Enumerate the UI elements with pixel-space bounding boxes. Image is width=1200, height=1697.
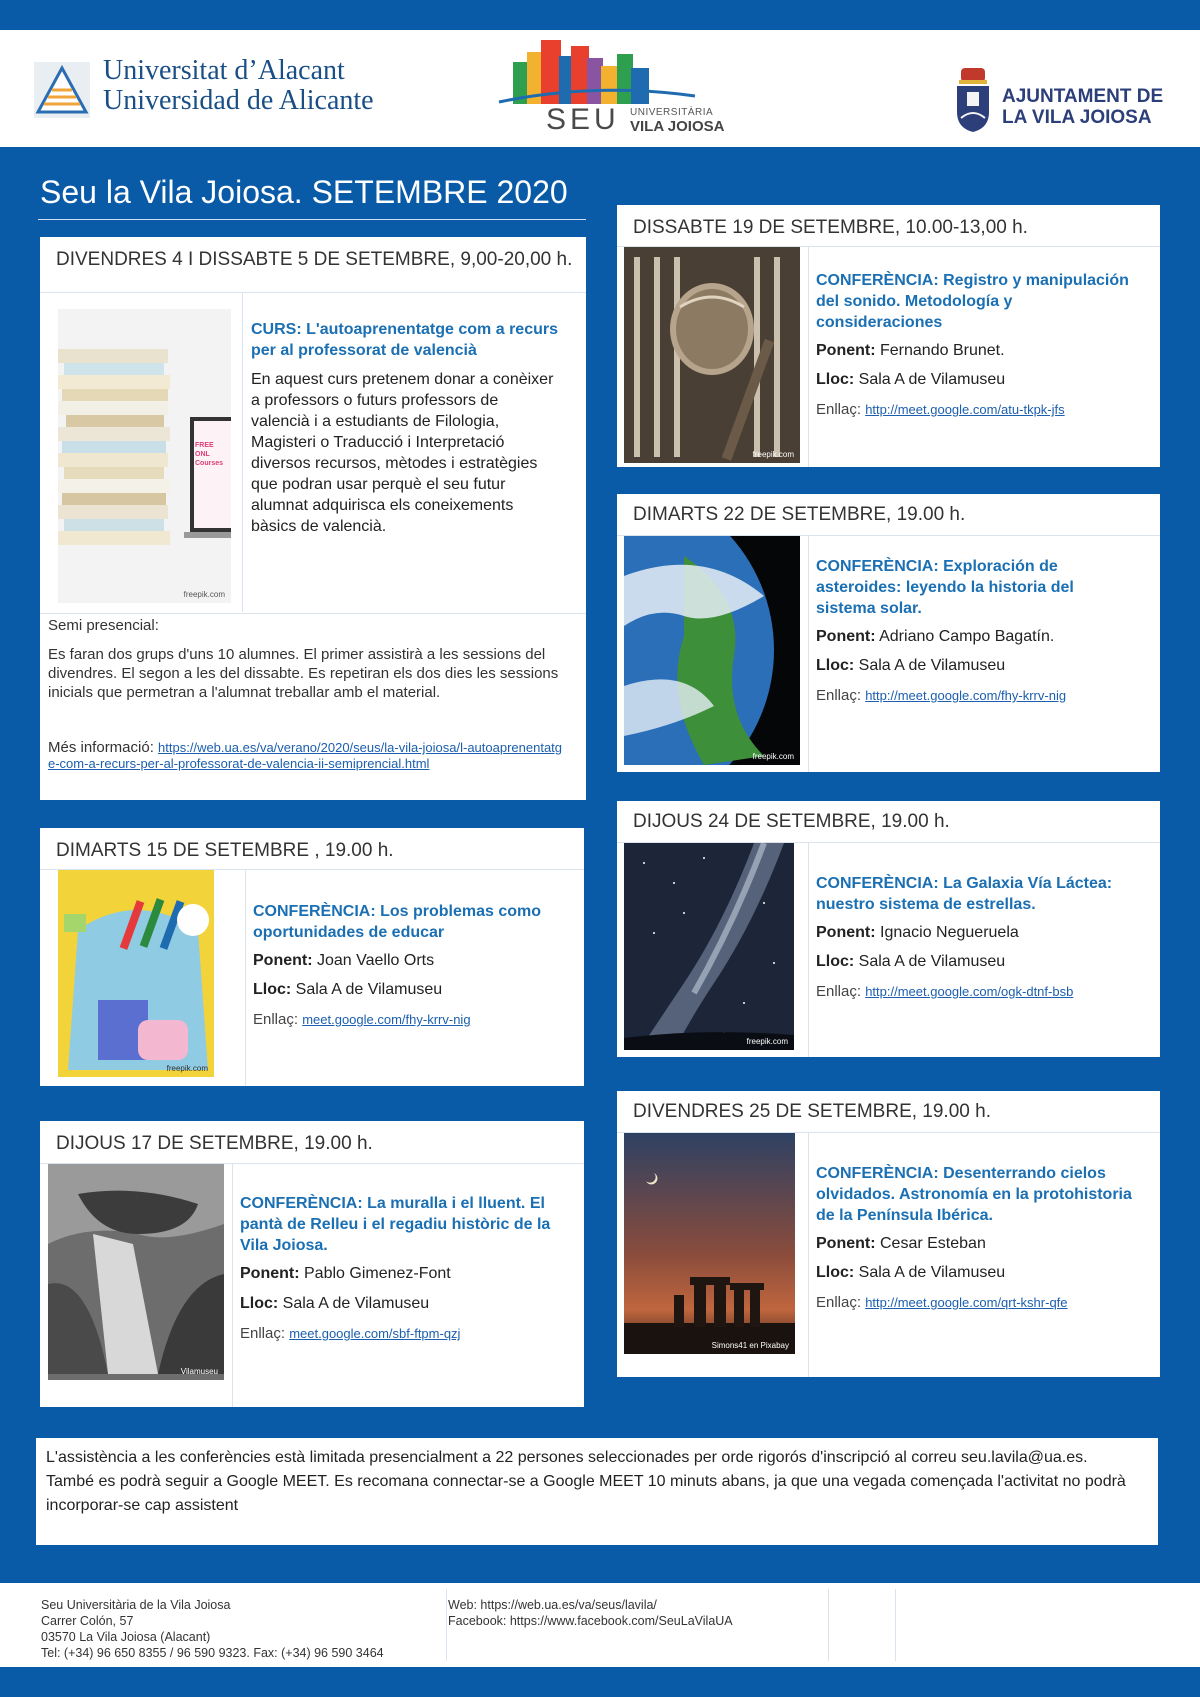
- event-speaker: [816, 342, 1005, 360]
- event-venue: [816, 953, 1005, 971]
- event-title: CONFERÈNCIA: Los problemas como oportunidades de educar: [253, 903, 542, 941]
- microphone-mixer-image: [624, 247, 800, 463]
- venue-label: Lloc:: [816, 657, 855, 674]
- image-credit: Simons41 en Pixabay: [711, 1341, 789, 1350]
- divider: [242, 292, 243, 612]
- image-credit: freepik.com: [746, 1037, 788, 1046]
- books-laptop-image: [58, 309, 231, 603]
- event-date: DIMARTS 22 DE SETEMBRE, 19.00 h.: [633, 504, 966, 525]
- divider: [40, 613, 586, 614]
- more-info-label: Més informació:: [48, 739, 154, 756]
- footer-phone: Tel: (+34) 96 650 8355 / 96 590 9323. Fax: (+34) 96 590 3464: [41, 1646, 384, 1660]
- divider: [446, 1589, 447, 1661]
- link-label: Enllaç:: [816, 401, 862, 418]
- speaker-label: Ponent:: [816, 1235, 876, 1252]
- event-link: [816, 983, 1116, 1000]
- seu-word: SEU: [546, 103, 620, 136]
- divider: [895, 1589, 896, 1661]
- milky-way-image: [624, 843, 794, 1050]
- title-divider: [38, 219, 586, 220]
- footer-street: Carrer Colón, 57: [41, 1614, 134, 1628]
- event-description: En aquest curs pretenem donar a conèixer a professors o futurs professors de valencià i a estudiants de Filologia, Magisteri o Traducció i Interpretació diversos recursos, mètodes i estratègies que podran usar perquè el seu futur alumnat adquirisca els coneixements bàsics de valencià.: [251, 371, 554, 535]
- top-bar: [0, 0, 1200, 30]
- image-credit: freepik.com: [183, 590, 225, 599]
- event-venue: [253, 981, 442, 999]
- event-link: [816, 1294, 1146, 1311]
- divider: [808, 842, 809, 1057]
- event-date: DIJOUS 17 DE SETEMBRE, 19.00 h.: [56, 1133, 373, 1154]
- meet-link[interactable]: http://meet.google.com/fhy-krrv-nig: [865, 688, 1067, 703]
- laptop-screen-text: FREE ONL Courses: [195, 442, 224, 467]
- venue-name: Sala A de Vilamuseu: [858, 371, 1006, 388]
- footer-city: 03570 La Vila Joiosa (Alacant): [41, 1630, 211, 1644]
- town-council-line2: LA VILA JOIOSA: [1002, 107, 1152, 128]
- speaker-label: Ponent:: [816, 924, 876, 941]
- event-date: DIJOUS 24 DE SETEMBRE, 19.00 h.: [633, 811, 950, 832]
- university-name: [103, 56, 374, 116]
- meet-link[interactable]: http://meet.google.com/ogk-dtnf-bsb: [865, 984, 1074, 999]
- speaker-name: Pablo Gimenez-Font: [304, 1265, 451, 1282]
- divider: [808, 1132, 809, 1377]
- event-venue: [816, 1264, 1005, 1282]
- event-date: DISSABTE 19 DE SETEMBRE, 10.00-13,00 h.: [633, 217, 1028, 238]
- event-card-conference: [40, 1121, 584, 1407]
- venue-label: Lloc:: [253, 981, 292, 998]
- backpack-image: [58, 870, 214, 1077]
- event-card-conference: [617, 801, 1160, 1057]
- venue-name: Sala A de Vilamuseu: [295, 981, 443, 998]
- event-link: [816, 401, 1146, 418]
- university-name-valencian: Universitat d’Alacant: [103, 55, 345, 86]
- event-link: [816, 687, 1146, 704]
- seu-universitaria: UNIVERSITÀRIA: [630, 107, 714, 118]
- footer: [0, 1583, 1200, 1667]
- divider: [808, 246, 809, 467]
- footer-address: [41, 1597, 384, 1661]
- event-title: CONFERÈNCIA: Exploración de asteroides: leyendo la historia del sistema solar.: [816, 558, 1074, 617]
- reservoir-dam-image: [48, 1164, 224, 1380]
- meet-link[interactable]: meet.google.com/fhy-krrv-nig: [302, 1012, 471, 1027]
- footer-facebook[interactable]: Facebook: https://www.facebook.com/SeuLaVilaUA: [448, 1614, 733, 1628]
- page-title: Seu la Vila Joiosa. SETEMBRE 2020: [40, 174, 568, 210]
- event-title: CONFERÈNCIA: La Galaxia Vía Láctea: nuestro sistema de estrellas.: [816, 875, 1113, 913]
- town-crest-icon: [955, 68, 991, 134]
- image-credit: Vilamuseu: [180, 1367, 218, 1376]
- event-venue: [816, 371, 1005, 389]
- more-info-link[interactable]: https://web.ua.es/va/verano/2020/seus/la-vila-joiosa/l-autoaprenentatge-com-a-recurs-per-al-professorat-de-valencia-ii-semiprencial.html: [48, 740, 563, 771]
- event-date: DIVENDRES 25 DE SETEMBRE, 19.00 h.: [633, 1101, 991, 1122]
- event-title: CONFERÈNCIA: Desenterrando cielos olvidados. Astronomía en la protohistoria de la Península Ibérica.: [816, 1165, 1132, 1224]
- event-card-conference: [617, 205, 1160, 467]
- speaker-label: Ponent:: [816, 628, 876, 645]
- divider: [828, 1589, 829, 1661]
- attendance-notice: [36, 1438, 1158, 1545]
- venue-label: Lloc:: [816, 953, 855, 970]
- event-speaker: [816, 628, 1054, 646]
- divider: [808, 535, 809, 772]
- footer-name: Seu Universitària de la Vila Joiosa: [41, 1598, 231, 1612]
- venue-label: Lloc:: [816, 1264, 855, 1281]
- link-label: Enllaç:: [240, 1325, 286, 1342]
- event-date: DIVENDRES 4 I DISSABTE 5 DE SETEMBRE, 9,00-20,00 h.: [56, 249, 573, 270]
- speaker-name: Fernando Brunet.: [880, 342, 1005, 359]
- speaker-label: Ponent:: [240, 1265, 300, 1282]
- google-meet-text: També es podrà seguir a Google MEET. Es recomana connectar-se a Google MEET 10 minuts abans, ja que una vegada començada l'activitat no podrà incorporar-se cap assistent: [46, 1473, 1126, 1514]
- divider: [40, 292, 586, 293]
- event-speaker: [816, 1235, 986, 1253]
- venue-name: Sala A de Vilamuseu: [858, 953, 1006, 970]
- event-mode: Semi presencial:: [48, 617, 159, 634]
- university-logo: [34, 62, 90, 118]
- event-date: DIMARTS 15 DE SETEMBRE , 19.00 h.: [56, 840, 394, 861]
- more-info: [48, 740, 568, 772]
- seu-vila-joiosa: VILA JOIOSA: [630, 118, 725, 135]
- event-speaker: [253, 952, 434, 970]
- event-title: CONFERÈNCIA: Registro y manipulación del sonido. Metodología y consideraciones: [816, 272, 1129, 331]
- event-speaker: [816, 924, 1019, 942]
- event-card-conference: [40, 828, 584, 1086]
- venue-name: Sala A de Vilamuseu: [282, 1295, 430, 1312]
- venue-label: Lloc:: [816, 371, 855, 388]
- event-title: CURS: L'autoaprenentatge com a recurs per al professorat de valencià: [251, 321, 558, 359]
- header: [0, 30, 1200, 147]
- speaker-name: Joan Vaello Orts: [317, 952, 435, 969]
- meet-link[interactable]: http://meet.google.com/atu-tkpk-jfs: [865, 402, 1065, 417]
- speaker-label: Ponent:: [253, 952, 313, 969]
- image-credit: freepik.com: [166, 1064, 208, 1073]
- divider: [245, 869, 246, 1086]
- footer-web[interactable]: Web: https://web.ua.es/va/seus/lavila/: [448, 1598, 657, 1612]
- event-venue: [816, 657, 1005, 675]
- attendance-limit-text: L'assistència a les conferències està limitada presencialment a 22 persones seleccionades per orde rigorós d'inscripció al correu seu.lavila@ua.es.: [46, 1449, 1088, 1466]
- bottom-bar: [0, 1667, 1200, 1697]
- event-speaker: [240, 1265, 451, 1283]
- venue-label: Lloc:: [240, 1295, 279, 1312]
- event-title: CONFERÈNCIA: La muralla i el lluent. El pantà de Relleu i el regadiu històric de la Vila Joiosa.: [240, 1195, 551, 1254]
- speaker-name: Cesar Esteban: [880, 1235, 986, 1252]
- speaker-name: Adriano Campo Bagatín.: [879, 628, 1055, 645]
- venue-name: Sala A de Vilamuseu: [858, 657, 1006, 674]
- event-card-conference: [617, 1091, 1160, 1377]
- town-council-line1: AJUNTAMENT DE: [1002, 86, 1164, 107]
- event-card-course: [40, 237, 586, 800]
- university-name-spanish: Universidad de Alicante: [103, 85, 374, 116]
- link-label: Enllaç:: [816, 983, 862, 1000]
- seu-wordmark: [546, 103, 725, 137]
- event-link: [253, 1011, 573, 1028]
- event-groups: Es faran dos grups d'uns 10 alumnes. El primer assistirà a les sessions del divendres. El segon a les del dissabte. Es repetiran els dos dies les sessions inicials que permetran a l'alumnat treballar amb el material.: [48, 646, 559, 701]
- link-label: Enllaç:: [816, 1294, 862, 1311]
- link-label: Enllaç:: [253, 1011, 299, 1028]
- meet-link[interactable]: http://meet.google.com/qrt-kshr-qfe: [865, 1295, 1068, 1310]
- event-link: [240, 1325, 560, 1342]
- town-council-name: [1002, 86, 1163, 128]
- speaker-label: Ponent:: [816, 342, 876, 359]
- venue-name: Sala A de Vilamuseu: [858, 1264, 1006, 1281]
- stonehenge-sky-image: [624, 1133, 795, 1354]
- earth-image: [624, 536, 800, 765]
- divider: [232, 1163, 233, 1407]
- event-venue: [240, 1295, 429, 1313]
- footer-links: [448, 1597, 733, 1629]
- speaker-name: Ignacio Negueruela: [880, 924, 1019, 941]
- link-label: Enllaç:: [816, 687, 862, 704]
- image-credit: freepik.com: [752, 450, 794, 459]
- image-credit: freepik.com: [752, 752, 794, 761]
- meet-link[interactable]: meet.google.com/sbf-ftpm-qzj: [289, 1326, 461, 1341]
- event-card-conference: [617, 494, 1160, 772]
